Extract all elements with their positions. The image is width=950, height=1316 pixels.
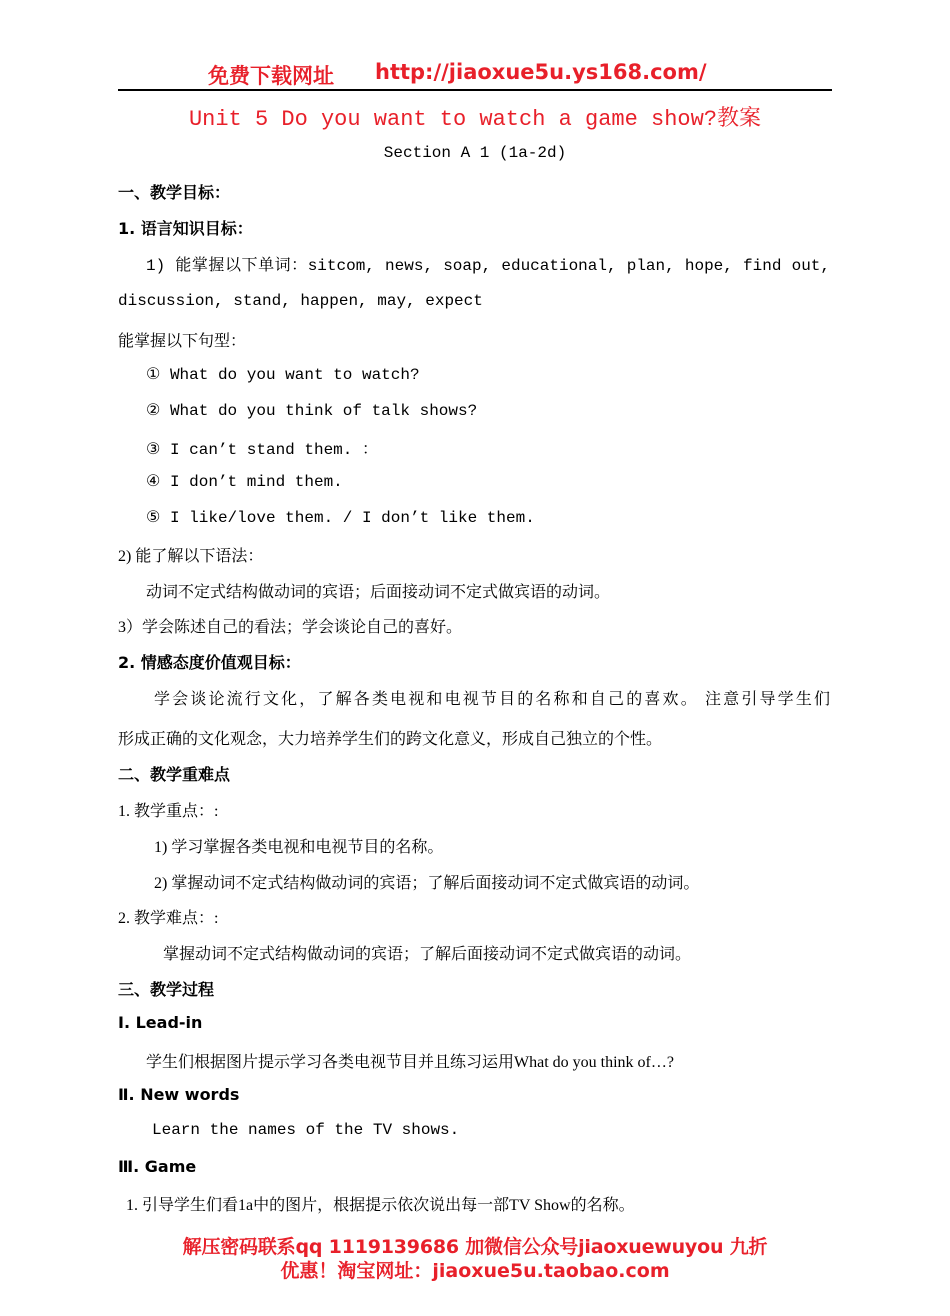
key-point-item: 2) 掌握动词不定式结构做动词的宾语；了解后面接动词不定式做宾语的动词。 [154, 875, 700, 892]
pattern-item: ④ I don’t mind them. [146, 473, 343, 491]
new-words-text: Learn the names of the TV shows. [152, 1121, 460, 1139]
language-goals-heading: 1. 语言知识目标： [118, 219, 253, 238]
pattern-item: ③ I can’t stand them. ： [146, 441, 378, 459]
vocabulary-line-2: discussion, stand, happen, may, expect [118, 292, 483, 310]
grammar-label: 2) 能了解以下语法： [118, 548, 264, 565]
new-words-label: Ⅱ. New words [118, 1085, 240, 1104]
affective-paragraph-line-1: 学会谈论流行文化，了解各类电视和电视节目的名称和自己的喜欢。 注意引导学生们 [154, 691, 830, 708]
difficult-points-label: 2. 教学难点：: [118, 910, 219, 927]
pattern-item: ⑤ I like/love them. / I don’t like them. [146, 509, 535, 527]
grammar-text: 动词不定式结构做动词的宾语；后面接动词不定式做宾语的动词。 [146, 584, 611, 601]
key-point-item: 1) 学习掌握各类电视和电视节目的名称。 [154, 839, 444, 856]
section-3-heading: 三、教学过程 [118, 980, 215, 999]
header-divider [118, 89, 832, 91]
game-label: Ⅲ. Game [118, 1157, 197, 1176]
lead-in-text: 学生们根据图片提示学习各类电视节目并且练习运用What do you think of…? [146, 1054, 674, 1071]
header-label: 免费下载网址 [208, 64, 334, 88]
pattern-item: ② What do you think of talk shows? [146, 402, 478, 420]
section-1-heading: 一、教学目标： [118, 183, 231, 202]
patterns-label: 能掌握以下句型： [118, 333, 247, 350]
footer-line-2[interactable]: 优惠！淘宝网址：jiaoxue5u.taobao.com [280, 1260, 670, 1282]
affective-goals-heading: 2. 情感态度价值观目标： [118, 653, 301, 672]
section-subtitle: Section A 1 (1a-2d) [383, 144, 567, 162]
difficult-point-item: 掌握动词不定式结构做动词的宾语；了解后面接动词不定式做宾语的动词。 [163, 946, 692, 963]
goal-item-3: 3）学会陈述自己的看法；学会谈论自己的喜好。 [118, 619, 463, 636]
key-points-label: 1. 教学重点：: [118, 803, 219, 820]
affective-paragraph-line-2: 形成正确的文化观念，大力培养学生们的跨文化意义，形成自己独立的个性。 [118, 731, 663, 748]
pattern-item: ① What do you want to watch? [146, 366, 420, 384]
document-title: Unit 5 Do you want to watch a game show?教案 [188, 107, 762, 132]
vocabulary-line-1: 1) 能掌握以下单词：sitcom, news, soap, educational, plan, hope, find out, [146, 257, 830, 275]
section-2-heading: 二、教学重难点 [118, 765, 231, 784]
header-url[interactable]: http://jiaoxue5u.ys168.com/ [375, 60, 707, 84]
lead-in-label: Ⅰ. Lead-in [118, 1013, 203, 1032]
game-text: 1. 引导学生们看1a中的图片，根据提示依次说出每一部TV Show的名称。 [126, 1197, 635, 1214]
footer-line-1: 解压密码联系qq 1119139686 加微信公众号jiaoxuewuyou 九折 [182, 1236, 768, 1258]
